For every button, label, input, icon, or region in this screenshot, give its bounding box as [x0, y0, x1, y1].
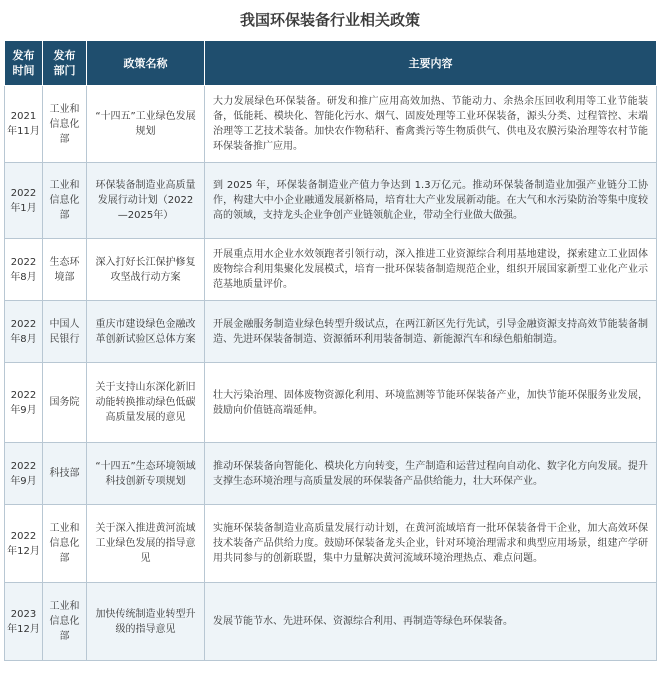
page-title: 我国环保装备行业相关政策 — [239, 11, 420, 29]
cell-name: 重庆市建设绿色金融改革创新试验区总体方案 — [87, 301, 205, 363]
cell-time: 2022年12月 — [5, 505, 43, 583]
table-row — [5, 505, 657, 583]
cell-name: 深入打好长江保护修复攻坚战行动方案 — [87, 239, 205, 301]
cell-dept: 生态环境部 — [43, 239, 87, 301]
header-dept: 发布 部门 — [43, 41, 87, 86]
cell-dept: 国务院 — [43, 363, 87, 443]
cell-dept: 工业和信息化部 — [43, 583, 87, 661]
table-row — [5, 163, 657, 239]
cell-content: 发展节能节水、先进环保、资源综合利用、再制造等绿色环保装备。 — [205, 583, 657, 661]
cell-name: “十四五”工业绿色发展规划 — [87, 86, 205, 163]
cell-time: 2021年11月 — [5, 86, 43, 163]
cell-name: 加快传统制造业转型升级的指导意见 — [87, 583, 205, 661]
table-row — [5, 583, 657, 661]
table-row — [5, 239, 657, 301]
cell-content: 大力发展绿色环保装备。研发和推广应用高效加热、节能动力、余热余压回收利用等工业节能装备，低能耗、模块化、智能化污水、烟气、固废处理等工业环保装备，源头分类、过程管控、末端治理等工艺技术装备。加快农作物秸秆、畜禽粪污等生物质供气、供电及农膜污染治理等农村节能环保装备推广应用。 — [205, 86, 657, 163]
cell-content: 到 2025 年，环保装备制造业产值力争达到 1.3万亿元。推动环保装备制造业加强产业链分工协作，构建大中小企业融通发展新格局，培育壮大产业发展新动能。在大气和水污染防治等集中度较高的领域，支持龙头企业争创产业链领航企业，带动全行业做大做强。 — [205, 163, 657, 239]
header-time: 发布 时间 — [5, 41, 43, 86]
cell-content: 开展重点用水企业水效领跑者引领行动，深入推进工业资源综合利用基地建设，探索建立工业固体废物综合利用集聚化发展模式，培育一批环保装备制造规范企业，组织开展国家新型工业化产业示范基地质量评价。 — [205, 239, 657, 301]
cell-dept: 工业和信息化部 — [43, 505, 87, 583]
cell-time: 2023年12月 — [5, 583, 43, 661]
table-row — [5, 363, 657, 443]
cell-time: 2022年1月 — [5, 163, 43, 239]
table-row — [5, 86, 657, 163]
cell-name: 关于深入推进黄河流域工业绿色发展的指导意见 — [87, 505, 205, 583]
cell-dept: 中国人民银行 — [43, 301, 87, 363]
cell-content: 推动环保装备向智能化、模块化方向转变，生产制造和运营过程向自动化、数字化方向发展。提升支撑生态环境治理与高质量发展的环保装备产品供给能力，壮大环保产业。 — [205, 443, 657, 505]
cell-content: 实施环保装备制造业高质量发展行动计划，在黄河流域培育一批环保装备骨干企业，加大高效环保技术装备产品供给力度。鼓励环保装备龙头企业，针对环境治理需求和典型应用场景，组建产学研用共同参与的创新联盟，集中力量解决黄河流域环境治理热点、难点问题。 — [205, 505, 657, 583]
table-row — [5, 443, 657, 505]
cell-dept: 科技部 — [43, 443, 87, 505]
cell-dept: 工业和信息化部 — [43, 163, 87, 239]
cell-name: 关于支持山东深化新旧动能转换推动绿色低碳高质量发展的意见 — [87, 363, 205, 443]
cell-time: 2022年8月 — [5, 301, 43, 363]
header-name: 政策名称 — [87, 41, 205, 86]
table-row — [5, 301, 657, 363]
cell-name: 环保装备制造业高质量发展行动计划（2022—2025年） — [87, 163, 205, 239]
table-header-row — [5, 41, 657, 86]
header-content: 主要内容 — [205, 41, 657, 86]
cell-time: 2022年9月 — [5, 363, 43, 443]
cell-content: 壮大污染治理、固体废物资源化利用、环境监测等节能环保装备产业，加快节能环保服务业发展，鼓励向价值链高端延伸。 — [205, 363, 657, 443]
cell-dept: 工业和信息化部 — [43, 86, 87, 163]
cell-name: “十四五”生态环境领域科技创新专项规划 — [87, 443, 205, 505]
cell-time: 2022年9月 — [5, 443, 43, 505]
cell-time: 2022年8月 — [5, 239, 43, 301]
policy-table — [4, 40, 657, 661]
cell-content: 开展金融服务制造业绿色转型升级试点，在两江新区先行先试，引导金融资源支持高效节能装备制造、先进环保装备制造、资源循环利用装备制造、新能源汽车和绿色船舶制造。 — [205, 301, 657, 363]
